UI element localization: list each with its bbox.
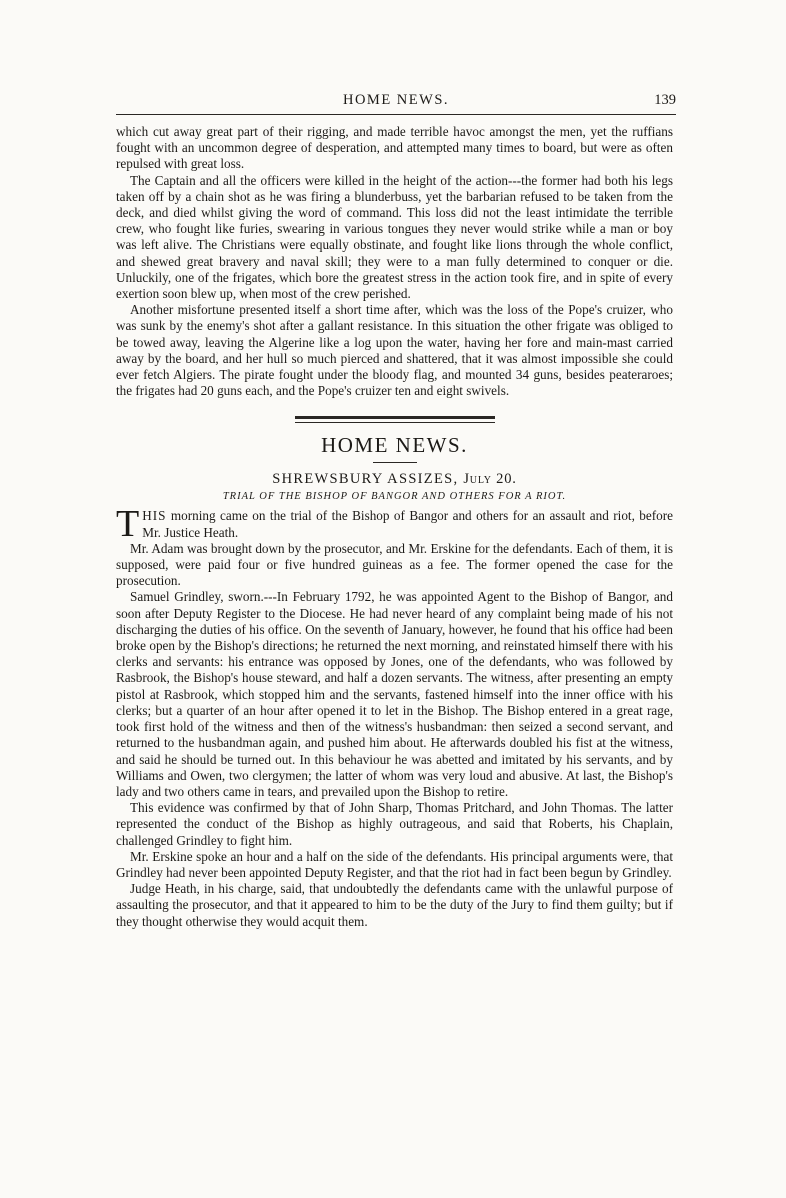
article-paragraph-1 xyxy=(116,503,673,546)
page-number: 139 xyxy=(654,92,676,108)
running-title: HOME NEWS. xyxy=(342,92,450,108)
assizes-heading xyxy=(116,469,673,489)
section-title-rule xyxy=(373,462,417,463)
trial-title xyxy=(116,489,673,505)
continued-paragraph-1: which cut away great part of their rigging, and made terrible havoc amongst the men, yet the ruffians fought with an uncommon degree of desperation, and attempted many times to board, but were as often repulsed with great loss. xyxy=(116,124,673,172)
article-paragraph-1-text: morning came on the trial of the Bishop of Bangor and others for an assault and riot, before Mr. Justice Heath. xyxy=(142,508,673,540)
assizes-title: SHREWSBURY ASSIZES, xyxy=(272,471,459,488)
text-column xyxy=(116,124,673,930)
drop-cap: T xyxy=(116,503,140,546)
article-paragraph-5: Mr. Erskine spoke an hour and a half on the side of the defendants. His principal arguments were, that Grindley had never been appointed Deputy Register, and that the riot had in fact been begun by Grindley. xyxy=(116,848,673,880)
header-rule xyxy=(116,114,676,115)
continued-paragraph-2: The Captain and all the officers were killed in the height of the action---the former had both his legs taken off by a chain shot as he was firing a blunderbuss, yet the barbarian refused to be taken from the deck, and died whilst giving the word of command. This loss did not the least intimidate the terrible crew, who fought like furies, swearing in various tongues they never would strike while a man or boy was left alive. The Christians were equally obstinate, and fought like lions through the whole conflict, and shewed great bravery and naval skill; they were to a man fully determined to conquer or die. Unluckily, one of the frigates, which bore the greatest stress in the action took fire, and in spite of every exertion soon blew up, when most of the crew perished. xyxy=(116,172,673,302)
article-paragraph-4: This evidence was confirmed by that of John Sharp, Thomas Pritchard, and John Thomas. The latter represented the conduct of the Bishop as highly outrageous, and said that Roberts, his Chaplain, challenged Grindley to fight him. xyxy=(116,800,673,848)
article-paragraph-3: Samuel Grindley, sworn.---In February 1792, he was appointed Agent to the Bishop of Bangor, and soon after Deputy Register to the Diocese. He had never heard of any complaint being made of his not discharging the duties of his office. On the seventh of January, however, he found that his office had been broke open by the Bishop's directions; he returned the next morning, and reinstated himself there with his clerks and servants: his entrance was opposed by Jones, one of the defendants, who was followed by Rasbrook, the Bishop's house steward, and half a dozen servants. The witness, after presenting an empty pistol at Rasbrook, which stopped him and the servants, fastened himself into the inner office with his clerks; but a quarter of an hour after opened it to let in the Bishop. The Bishop entered in a great rage, took first hold of the witness and then of the witness's husbandman: then seized a second servant, and returned to the husbandman again, and pushed him about. He afterwards doubled his fist at the witness, and said he should be turned out. In this behaviour he was abetted and imitated by his servants, and by Williams and Owen, two clergymen; the latter of whom was very loud and abusive. At last, the Bishop's lady and two others came in tears, and prevailed upon the Bishop to retire. xyxy=(116,589,673,799)
assizes-date: July 20. xyxy=(463,471,517,488)
first-word: HIS xyxy=(142,508,167,524)
section-title: HOME NEWS. xyxy=(321,433,468,458)
trial-title-text: TRIAL OF THE BISHOP OF BANGOR AND OTHERS FOR A RIOT. xyxy=(222,491,567,503)
article-paragraph-6: Judge Heath, in his charge, said, that undoubtedly the defendants came with the unlawful purpose of assaulting the prosecutor, and that it appeared to him to be the duty of the Jury to find them guilty; but if they thought otherwise they would acquit them. xyxy=(116,881,673,929)
continued-paragraph-3: Another misfortune presented itself a short time after, which was the loss of the Pope's cruizer, who was sunk by the enemy's shot after a gallant resistance. In this situation the other frigate was obliged to be towed away, leaving the Algerine like a log upon the water, having her fore and main-mast carried away by the board, and her hull so much pierced and shattered, that it was almost impossible she could ever fetch Algiers. The pirate fought under the bloody flag, and mounted 34 guns, besides peateraroes; the frigates had 20 guns each, and the Pope's cruizer ten and eight swivels. xyxy=(116,302,673,399)
article-paragraph-2: Mr. Adam was brought down by the prosecutor, and Mr. Erskine for the defendants. Each of them, it is supposed, were paid four or five hundred guineas as a fee. The former opened the case for the prosecution. xyxy=(116,540,673,589)
running-head xyxy=(116,92,676,114)
section-divider xyxy=(295,416,495,423)
